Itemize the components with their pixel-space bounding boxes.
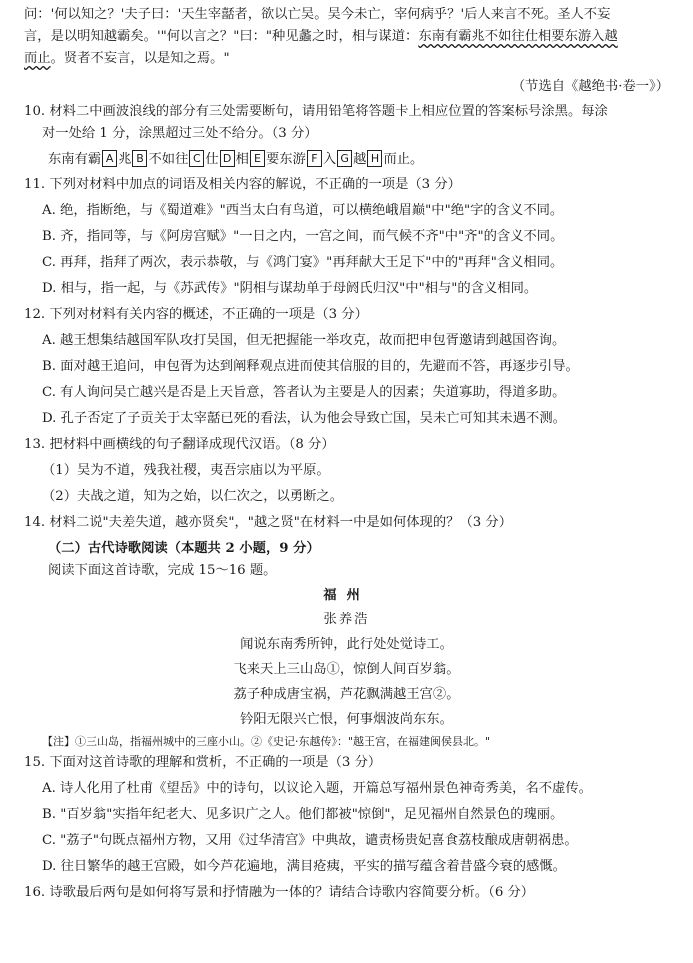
question-12-option-d: D. 孔子否定了子贡关于太宰嚭已死的看法，认为他会导致亡国，吴未亡可知其未遇不测。	[42, 411, 566, 426]
poem-line-4: 钤阳无限兴亡恨，何事烟波尚东东。	[240, 712, 453, 727]
question-15	[24, 752, 669, 878]
poem-line-2: 飞来天上三山岛①，惊倒人间百岁翁。	[233, 662, 460, 677]
question-12-option-c: C. 有人询问吴亡越兴是否是上天旨意，答者认为主要是人的因素；失道寡助，得道多助。	[42, 385, 566, 400]
source-citation: （节选自《越绝书·卷一》）	[511, 79, 669, 94]
passage-line-1: 问：'何以知之？'夫子曰：'天生宰嚭者，欲以亡吴。吴今未亡，宰何病乎？'后人来言不死。圣人不妄	[24, 7, 611, 22]
option-box-g[interactable]: G	[337, 150, 352, 167]
option-box-a[interactable]: A	[102, 150, 117, 167]
punctuation-options: 东南有霸 A 兆 B 不如往 C 仕 D 相 E 要东游 F 入 G 越 H 而止。	[48, 152, 424, 167]
poem-line-1: 闻说东南秀所钟，此行处处觉诗工。	[240, 637, 453, 652]
question-15-option-d: D. 往日繁华的越王宫殿，如今芦花遍地，满目疮痍，平实的描写蕴含着昔盛今衰的感慨。	[42, 859, 566, 874]
question-10	[24, 101, 669, 171]
question-12-stem: 12. 下列对材料有关内容的概述，不正确的一项是（3 分）	[24, 307, 368, 322]
option-box-f[interactable]: F	[307, 150, 322, 167]
poem-author: 张养浩	[323, 612, 370, 627]
poem-line-3: 荔子种成唐宝祸，芦花飘满越王宫②。	[233, 687, 460, 702]
question-12-option-b: B. 面对越王追问，申包胥为达到阐释观点进而使其信服的目的，先避而不答，再逐步引导。	[42, 359, 579, 374]
question-13-sentence-1: （1）吴为不道，残我社稷，夷吾宗庙以为平原。	[42, 463, 330, 478]
question-11	[24, 174, 669, 300]
option-box-b[interactable]: B	[132, 150, 147, 167]
question-10-stem: 10. 材料二中画波浪线的部分有三处需要断句，请用铅笔将答题卡上相应位置的答案标号涂黑。每涂	[24, 104, 608, 119]
question-15-option-c: C. "荔子"句既点福州方物，又用《过华清宫》中典故，谴责杨贵妃喜食荔枝酿成唐朝祸患。	[42, 833, 578, 848]
poem	[24, 584, 669, 732]
question-10-stem-cont: 对一处给 1 分，涂黑超过三处不给分。（3 分）	[42, 126, 318, 141]
poetry-instructions: 阅读下面这首诗歌，完成 15～16 题。	[48, 563, 277, 578]
poem-title: 福州	[323, 588, 370, 603]
question-15-stem: 15. 下面对这首诗歌的理解和赏析，不正确的一项是（3 分）	[24, 755, 382, 770]
section-heading-poetry: （二）古代诗歌阅读（本题共 2 小题，9 分）	[48, 541, 320, 556]
option-box-d[interactable]: D	[220, 150, 235, 167]
poem-notes: 【注】①三山岛，指福州城中的三座小山。②《史记·东越传》："越王宫，在福建闽侯县北。"	[42, 735, 491, 748]
question-12-option-a: A. 越王想集结越国军队攻打吴国，但无把握能一举攻克，故而把申包胥邀请到越国咨询。	[42, 333, 566, 348]
question-16: 16. 诗歌最后两句是如何将写景和抒情融为一体的？请结合诗歌内容简要分析。（6 分）	[24, 885, 535, 900]
question-13-sentence-2: （2）夫战之道，知为之始，以仁次之，以勇断之。	[42, 489, 343, 504]
wavy-underlined-text-end: 而止	[24, 51, 51, 66]
question-15-option-b: B. "百岁翁"实指年纪老大、见多识广之人。他们都被"惊倒"，足见福州自然景色的瑰丽。	[42, 807, 564, 822]
question-12	[24, 304, 669, 430]
question-13	[24, 434, 669, 508]
question-14: 14. 材料二说"夫差失道，越亦贤矣"，"越之贤"在材料一中是如何体现的？（3 分）	[24, 515, 513, 530]
passage-continuation	[24, 4, 669, 98]
question-11-option-a: A. 绝，指断绝，与《蜀道难》"西当太白有鸟道，可以横绝峨眉巅"中"绝"字的含义不同。	[42, 203, 564, 218]
passage-line-3: 而止。贤者不妄言，以是知之焉。"	[24, 51, 230, 66]
question-11-option-c: C. 再拜，指拜了两次，表示恭敬，与《鸿门宴》"再拜献大王足下"中的"再拜"含义相同。	[42, 255, 564, 270]
question-15-option-a: A. 诗人化用了杜甫《望岳》中的诗句，以议论入题，开篇总写福州景色神奇秀美，名不虚传。	[42, 781, 592, 796]
wavy-underlined-text: 东南有霸兆不如往仕相要东游入越	[418, 29, 618, 44]
passage-line-2: 言，是以明知越霸矣。'"何以言之？"曰："种见蠡之时，相与谋道：东南有霸兆不如往仕相要东游入越	[24, 29, 618, 44]
question-11-option-d: D. 相与，指一起，与《苏武传》"阴相与谋劫单于母阏氏归汉"中"相与"的含义相同。	[42, 281, 538, 296]
question-11-stem: 11. 下列对材料中加点的词语及相关内容的解说，不正确的一项是（3 分）	[24, 177, 461, 192]
option-box-h[interactable]: H	[367, 150, 382, 167]
option-box-c[interactable]: C	[189, 150, 204, 167]
question-13-stem: 13. 把材料中画横线的句子翻译成现代汉语。（8 分）	[24, 437, 335, 452]
option-box-e[interactable]: E	[250, 150, 265, 167]
question-11-option-b: B. 齐，指同等，与《阿房宫赋》"一日之内，一宫之间，而气候不齐"中"齐"的含义不同。	[42, 229, 564, 244]
